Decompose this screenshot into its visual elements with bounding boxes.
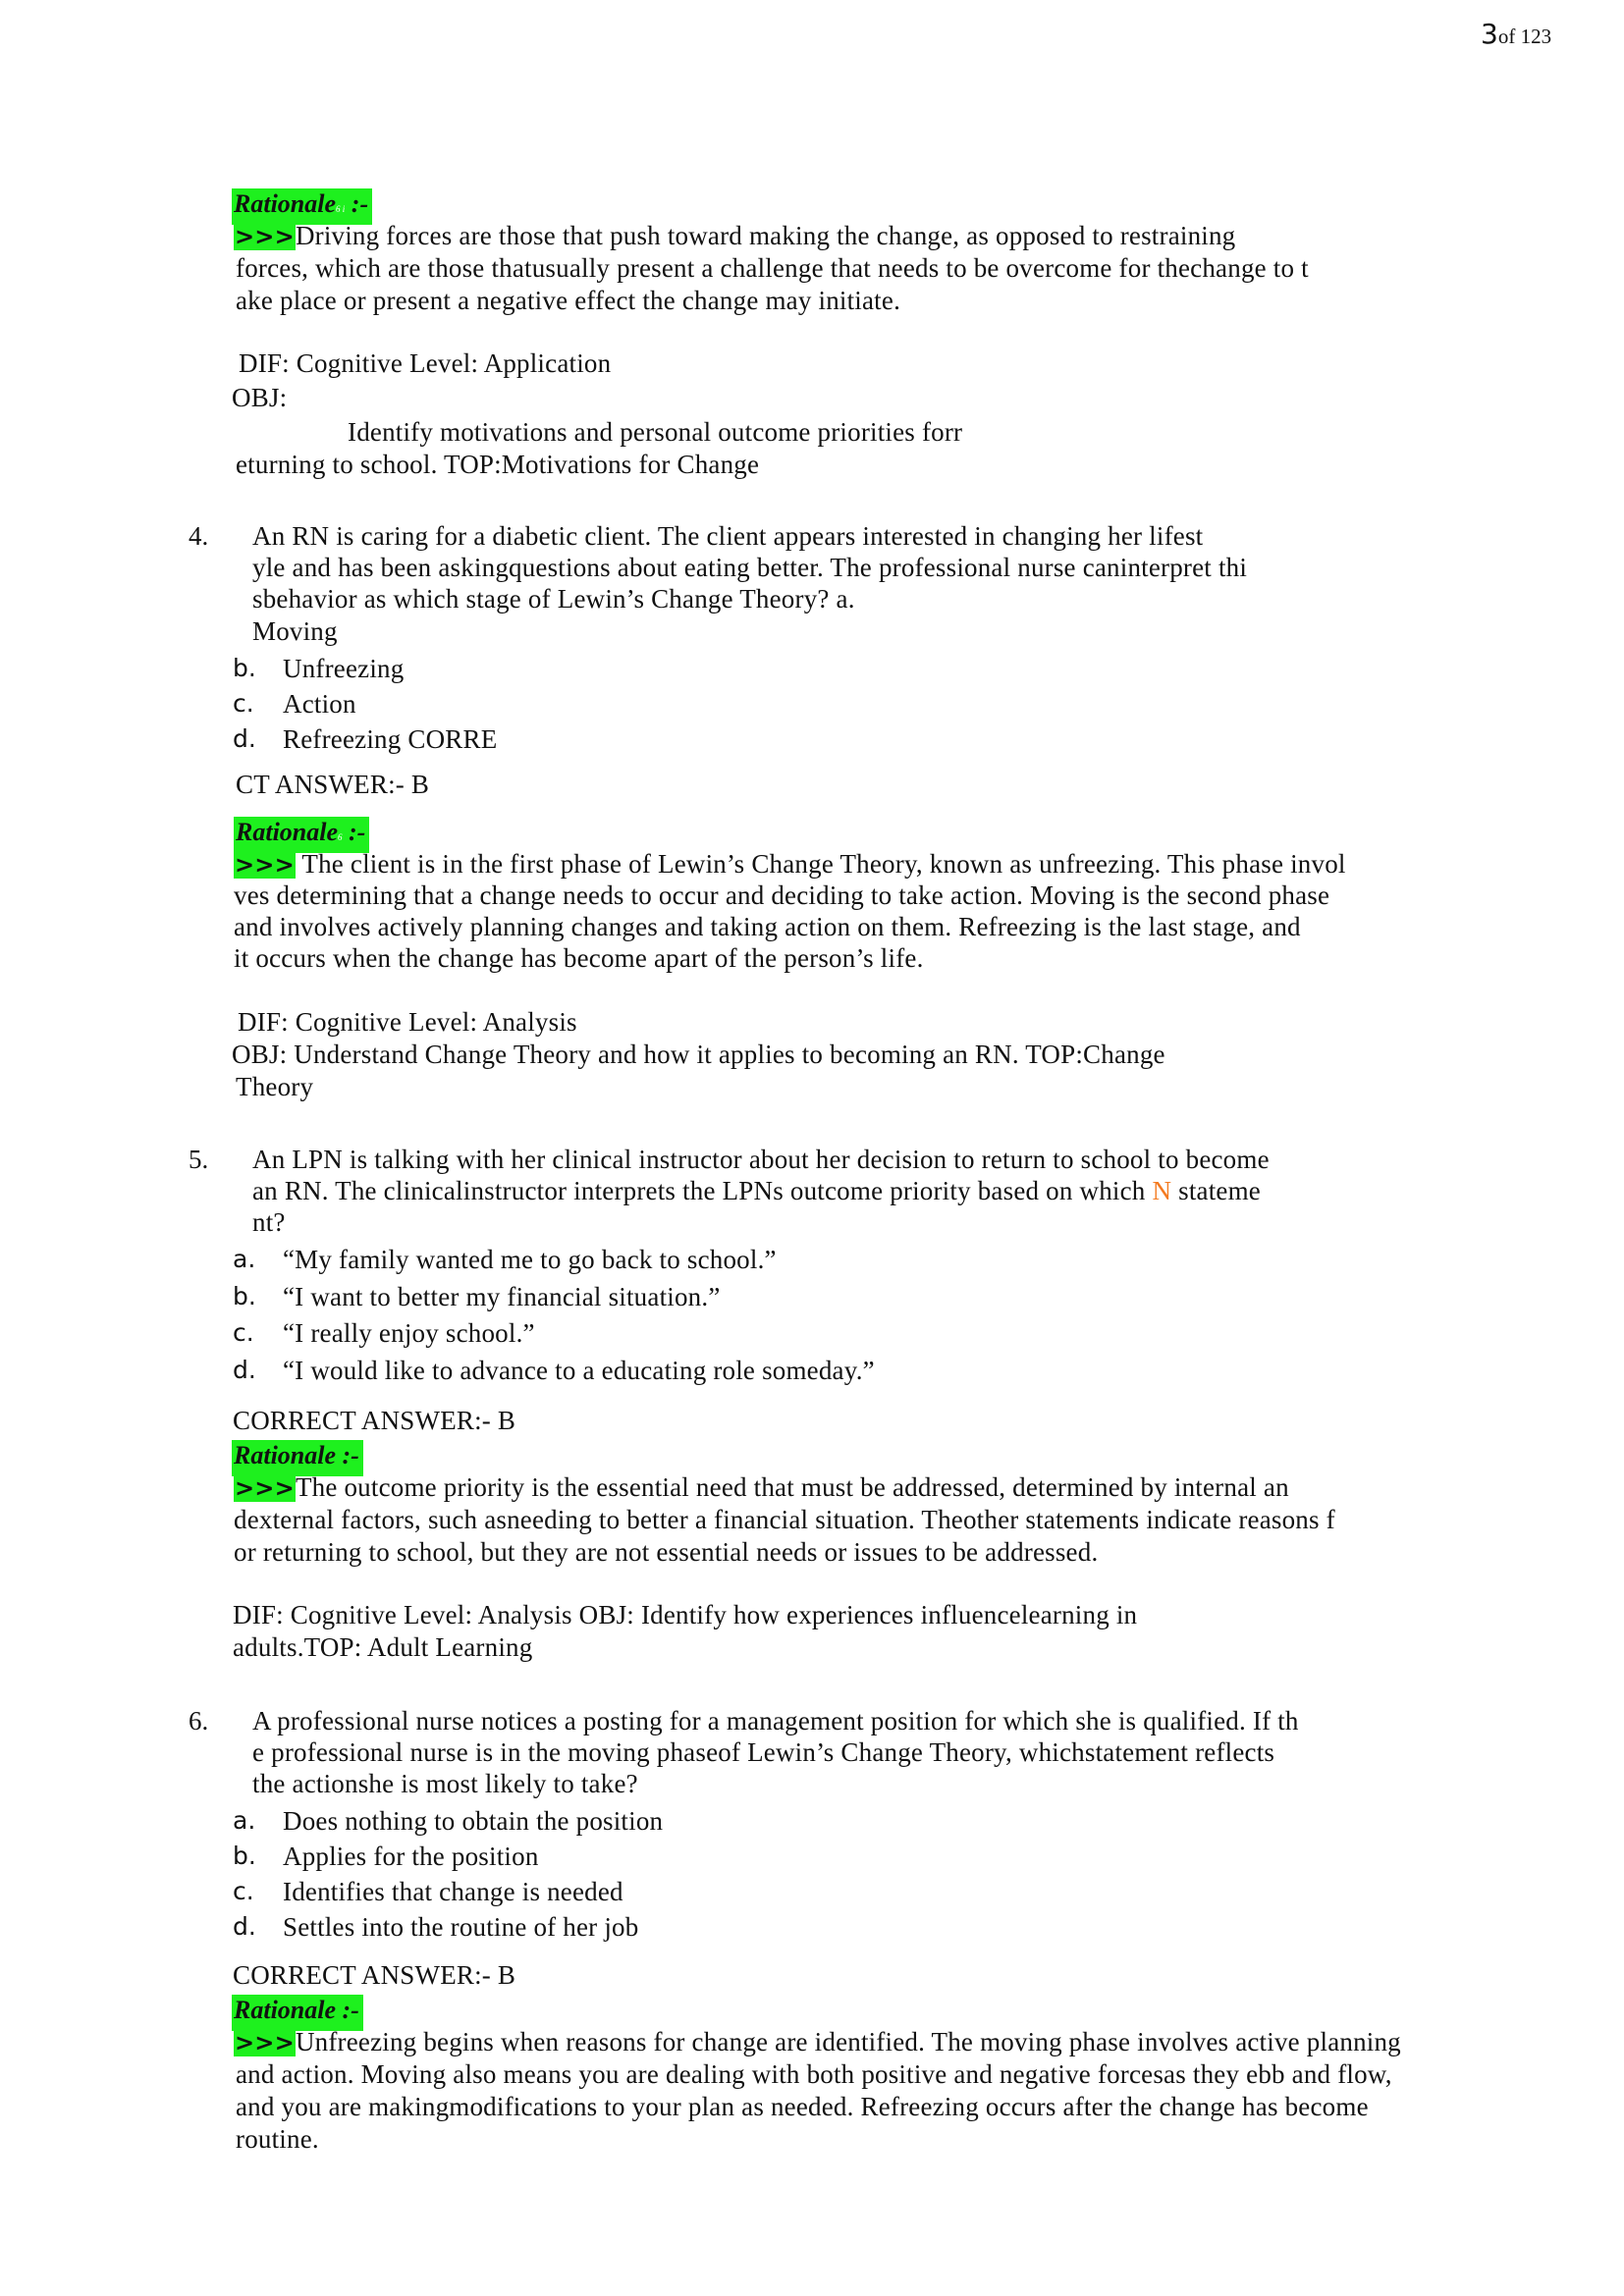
orange-letter: N bbox=[1152, 1176, 1172, 1205]
q4-correct-answer: CT ANSWER:- B bbox=[236, 770, 430, 799]
q4-rationale-line-2: ves determining that a change needs to occur and deciding to take action. Moving is the second phase bbox=[234, 881, 1330, 910]
rationale-text: The outcome priority is the essential need that must be addressed, determined by internal an bbox=[295, 1472, 1289, 1502]
page-current: 3 bbox=[1481, 18, 1498, 50]
q5-option-b-letter: b. bbox=[233, 1282, 256, 1310]
q3-obj-line-2: eturning to school. TOP:Motivations for Change bbox=[236, 450, 760, 479]
q5-option-a-letter: a. bbox=[233, 1245, 256, 1273]
rationale-label: Rationale bbox=[234, 189, 337, 218]
rationale-tiny-mark: 6 i bbox=[336, 204, 346, 214]
q4-stem-line-3: sbehavior as which stage of Lewin’s Change Theory? a. bbox=[252, 584, 855, 614]
q6-option-c-letter: c. bbox=[233, 1877, 254, 1905]
stem-text-tail: stateme bbox=[1171, 1176, 1261, 1205]
q6-rationale-line-1 bbox=[234, 2026, 1401, 2058]
q4-option-b-text: Unfreezing bbox=[283, 654, 405, 683]
q4-rationale-line-3: and involves actively planning changes and taking action on them. Refreezing is the last stage, and bbox=[234, 912, 1301, 941]
q5-option-b-text: “I want to better my financial situation.” bbox=[283, 1282, 721, 1311]
arrows-marker: >>> bbox=[235, 851, 295, 879]
q5-meta-line-1: DIF: Cognitive Level: Analysis OBJ: Identify how experiences influencelearning in bbox=[233, 1600, 1138, 1629]
rationale-text: Driving forces are those that push toward making the change, as opposed to restraining bbox=[295, 221, 1236, 250]
q6-rationale-line-2: and action. Moving also means you are dealing with both positive and negative forcesas they ebb and flow, bbox=[236, 2059, 1392, 2089]
q6-stem-line-3: the actionshe is most likely to take? bbox=[252, 1769, 638, 1798]
q3-rationale-line-2: forces, which are those thatusually present a challenge that needs to be overcome for thechange to t bbox=[236, 253, 1309, 283]
q3-dif: DIF: Cognitive Level: Application bbox=[239, 348, 612, 378]
q5-meta-line-2: adults.TOP: Adult Learning bbox=[233, 1632, 533, 1662]
q5-correct-answer: CORRECT ANSWER:- B bbox=[233, 1406, 516, 1435]
q3-obj-label: OBJ: bbox=[232, 383, 288, 412]
q5-option-a-text: “My family wanted me to go back to school.” bbox=[283, 1245, 777, 1274]
q6-option-a-letter: a. bbox=[233, 1806, 256, 1835]
q5-stem-line-2 bbox=[252, 1175, 1261, 1206]
q6-option-d-letter: d. bbox=[233, 1912, 256, 1941]
q6-option-b-letter: b. bbox=[233, 1842, 256, 1870]
q6-rationale-line-4: routine. bbox=[236, 2124, 319, 2154]
q5-option-c-text: “I really enjoy school.” bbox=[283, 1318, 535, 1348]
q4-option-d-letter: d. bbox=[233, 724, 256, 753]
q6-rationale-line-3: and you are makingmodifications to your plan as needed. Refreezing occurs after the change has become bbox=[236, 2092, 1369, 2121]
q4-number: 4. bbox=[189, 521, 209, 551]
q4-option-c-text: Action bbox=[283, 689, 356, 719]
q5-rationale-line-2: dexternal factors, such asneeding to better a financial situation. Theother statements indicate reasons f bbox=[234, 1505, 1335, 1534]
arrows-marker: >>> bbox=[235, 223, 295, 250]
q4-obj-line-2: Theory bbox=[236, 1072, 314, 1101]
q4-option-b-letter: b. bbox=[233, 654, 256, 682]
q6-option-d-text: Settles into the routine of her job bbox=[283, 1912, 639, 1942]
q6-option-a-text: Does nothing to obtain the position bbox=[283, 1806, 664, 1836]
q3-obj-line-1: Identify motivations and personal outcome priorities forr bbox=[348, 417, 963, 447]
rationale-suffix: :- bbox=[345, 189, 369, 218]
q6-option-c-text: Identifies that change is needed bbox=[283, 1877, 623, 1906]
q4-obj-line-1: OBJ: Understand Change Theory and how it applies to becoming an RN. TOP:Change bbox=[232, 1040, 1165, 1069]
q6-stem-line-2: e professional nurse is in the moving phaseof Lewin’s Change Theory, whichstatement reflects bbox=[252, 1737, 1275, 1767]
arrows-marker: >>> bbox=[235, 1474, 295, 1502]
rationale-label: Rationale bbox=[234, 1441, 337, 1469]
page-total: of 123 bbox=[1497, 25, 1552, 48]
q4-stem-line-1: An RN is caring for a diabetic client. The client appears interested in changing her lifest bbox=[252, 521, 1204, 551]
q5-rationale-line-1 bbox=[234, 1471, 1289, 1504]
rationale-text: The client is in the first phase of Lewin’s Change Theory, known as unfreezing. This phase invol bbox=[295, 849, 1346, 879]
q5-stem-line-3: nt? bbox=[252, 1207, 286, 1237]
q6-correct-answer: CORRECT ANSWER:- B bbox=[233, 1960, 516, 1990]
q5-option-c-letter: c. bbox=[233, 1318, 254, 1347]
q3-rationale-line-1 bbox=[234, 220, 1481, 252]
rationale-suffix: :- bbox=[342, 818, 366, 846]
rationale-text: Unfreezing begins when reasons for change are identified. The moving phase involves active planning bbox=[295, 2027, 1401, 2056]
rationale-suffix: :- bbox=[336, 1441, 359, 1469]
arrows-marker: >>> bbox=[235, 2029, 295, 2056]
rationale-suffix: :- bbox=[336, 1996, 359, 2024]
rationale-label: Rationale bbox=[234, 1996, 337, 2024]
q6-stem-line-1: A professional nurse notices a posting for a management position for which she is qualified. If th bbox=[252, 1706, 1299, 1735]
rationale-tiny-mark: 6 bbox=[338, 832, 343, 842]
q4-dif: DIF: Cognitive Level: Analysis bbox=[238, 1007, 577, 1037]
q6-number: 6. bbox=[189, 1706, 209, 1735]
q4-option-a-text: Moving bbox=[252, 616, 338, 646]
q4-stem-line-2: yle and has been askingquestions about eating better. The professional nurse caninterpret thi bbox=[252, 553, 1248, 582]
page-number bbox=[1481, 18, 1551, 50]
q4-option-d-text: Refreezing CORRE bbox=[283, 724, 498, 754]
q5-rationale-line-3: or returning to school, but they are not essential needs or issues to be addressed. bbox=[234, 1537, 1099, 1567]
q5-stem-line-1: An LPN is talking with her clinical instructor about her decision to return to school to become bbox=[252, 1145, 1270, 1174]
rationale-label: Rationale bbox=[236, 818, 339, 846]
q5-option-d-text: “I would like to advance to a educating role someday.” bbox=[283, 1356, 875, 1385]
stem-text: an RN. The clinicalinstructor interprets the LPNs outcome priority based on which bbox=[252, 1176, 1153, 1205]
q4-rationale-line-4: it occurs when the change has become apart of the person’s life. bbox=[234, 943, 924, 973]
q5-option-d-letter: d. bbox=[233, 1356, 256, 1384]
q3-rationale-line-3: ake place or present a negative effect the change may initiate. bbox=[236, 286, 901, 315]
q4-rationale-line-1 bbox=[234, 848, 1346, 881]
q4-option-c-letter: c. bbox=[233, 689, 254, 718]
q6-option-b-text: Applies for the position bbox=[283, 1842, 539, 1871]
q5-number: 5. bbox=[189, 1145, 209, 1174]
